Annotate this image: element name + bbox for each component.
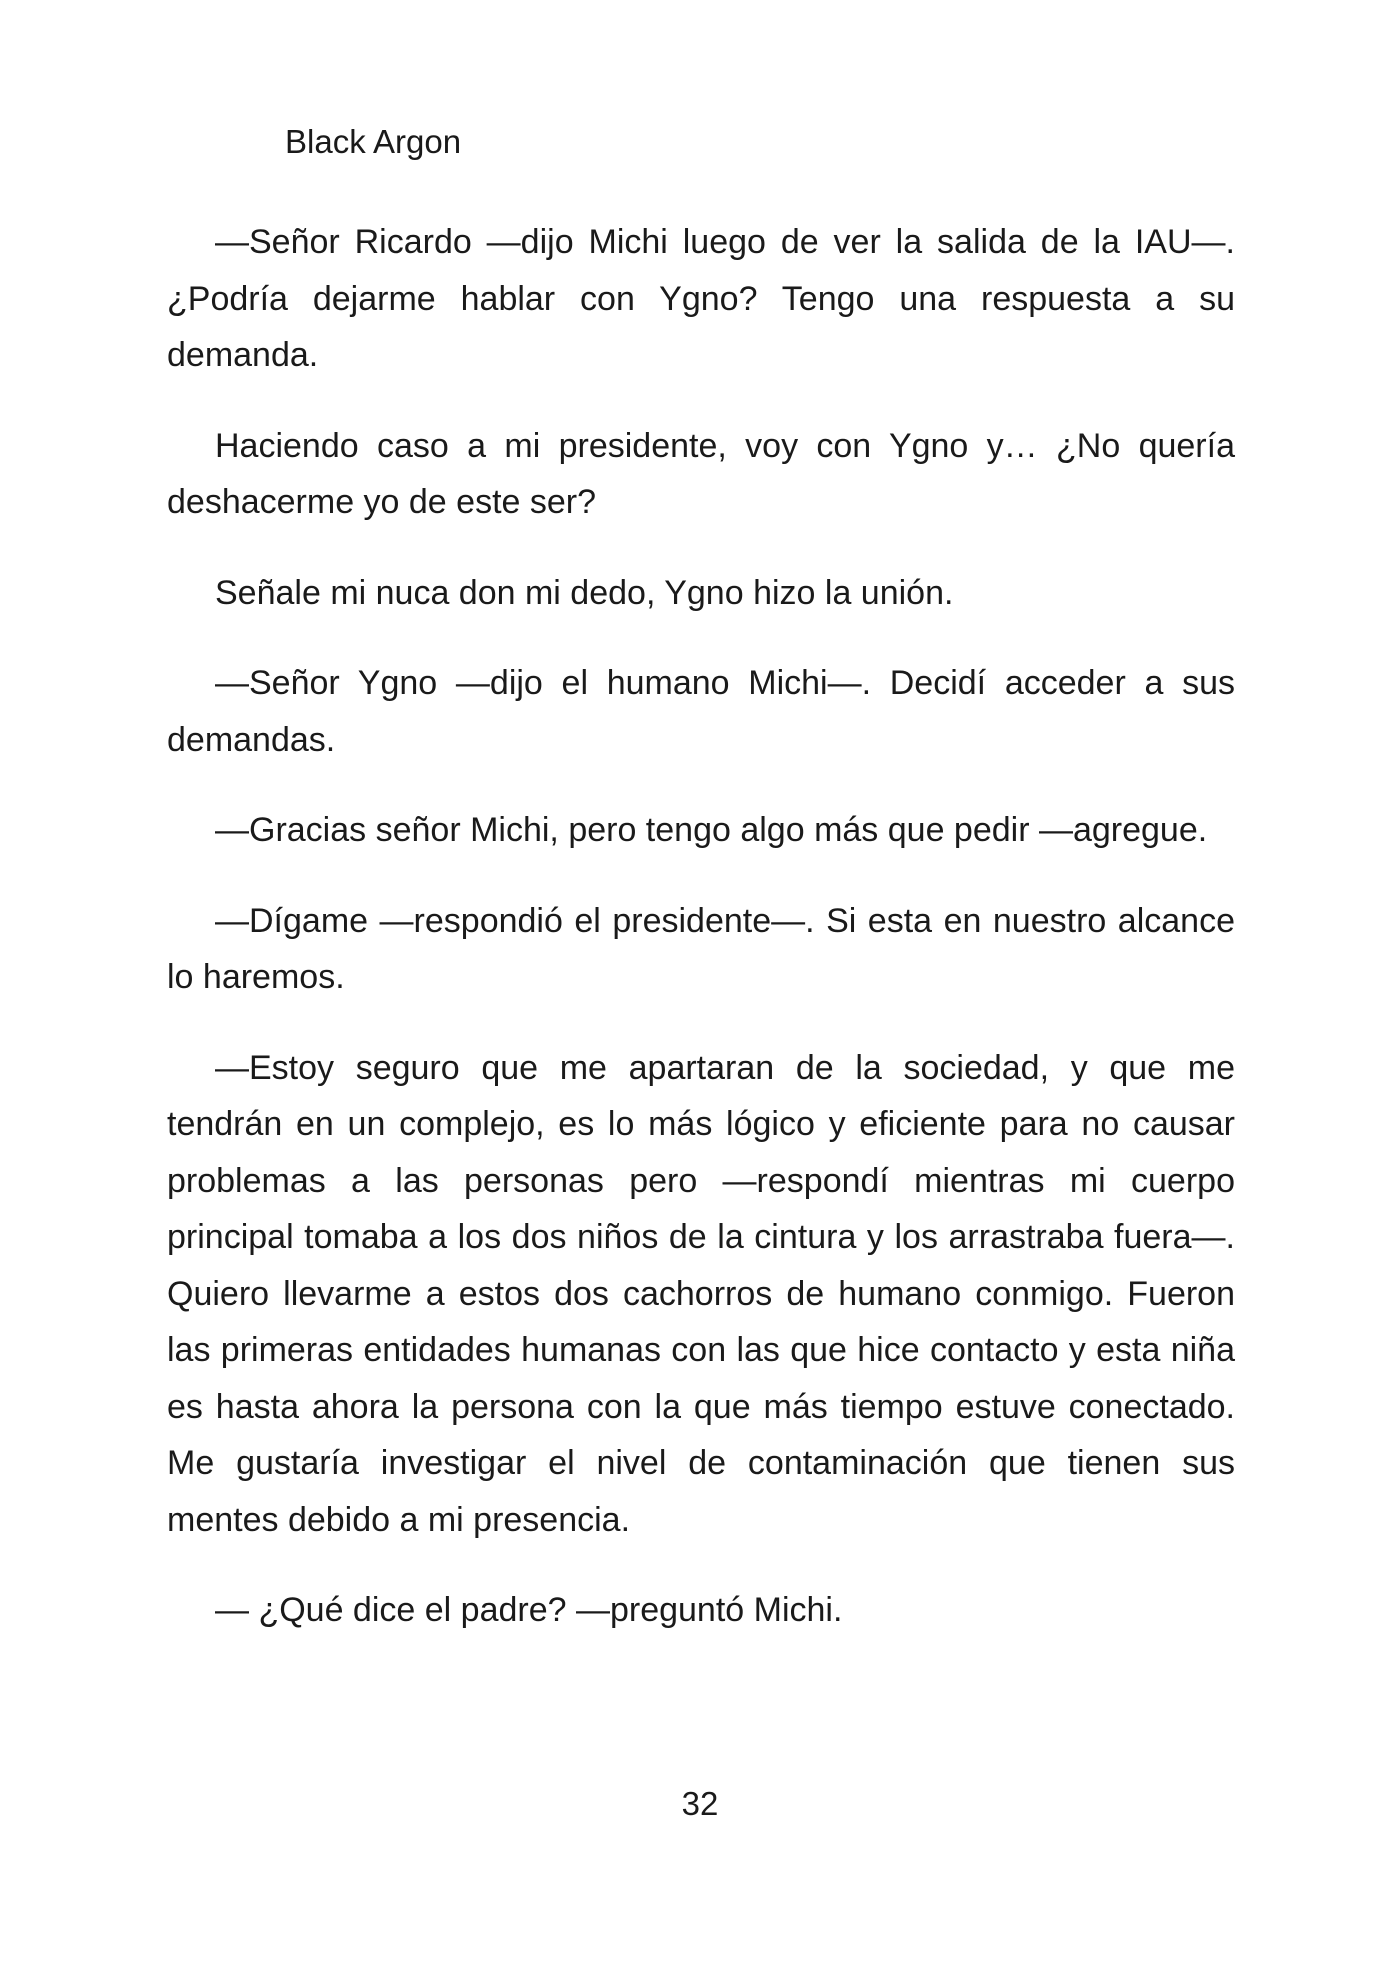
paragraph: Señale mi nuca don mi dedo, Ygno hizo la unión. xyxy=(215,573,954,612)
paragraph: —Señor Ygno —dijo el humano Michi—. Decidí acceder a sus demandas. xyxy=(167,664,1235,759)
page-number: 32 xyxy=(681,1785,719,1822)
paragraph: —Señor Ricardo —dijo Michi luego de ver la salida de la IAU—. ¿Podría dejarme hablar con Ygno? Tengo una respuesta a su demanda. xyxy=(167,223,1235,374)
body-text xyxy=(167,214,1235,1673)
paragraph: Haciendo caso a mi presidente, voy con Ygno y… ¿No quería deshacerme yo de este ser? xyxy=(167,426,1235,521)
running-header: Black Argon xyxy=(285,123,462,160)
paragraph: —Estoy seguro que me apartaran de la sociedad, y que me tendrán en un complejo, es lo más lógico y eficiente para no causar problemas a las personas pero —respondí mientras mi cuerpo principal tomaba a los dos niños de la cintura y los arrastraba fuera—. Quiero llevarme a estos dos cachorros de humano conmigo. Fueron las primeras entidades humanas con las que hice contacto y esta niña es hasta ahora la persona con la que más tiempo estuve conectado. Me gustaría investigar el nivel de contaminación que tienen sus mentes debido a mi presencia. xyxy=(167,1048,1235,1539)
paragraph: —Dígame —respondió el presidente—. Si esta en nuestro alcance lo haremos. xyxy=(167,901,1235,996)
paragraph: —Gracias señor Michi, pero tengo algo más que pedir —agregue. xyxy=(215,811,1208,849)
paragraph: — ¿Qué dice el padre? —preguntó Michi. xyxy=(215,1591,843,1629)
